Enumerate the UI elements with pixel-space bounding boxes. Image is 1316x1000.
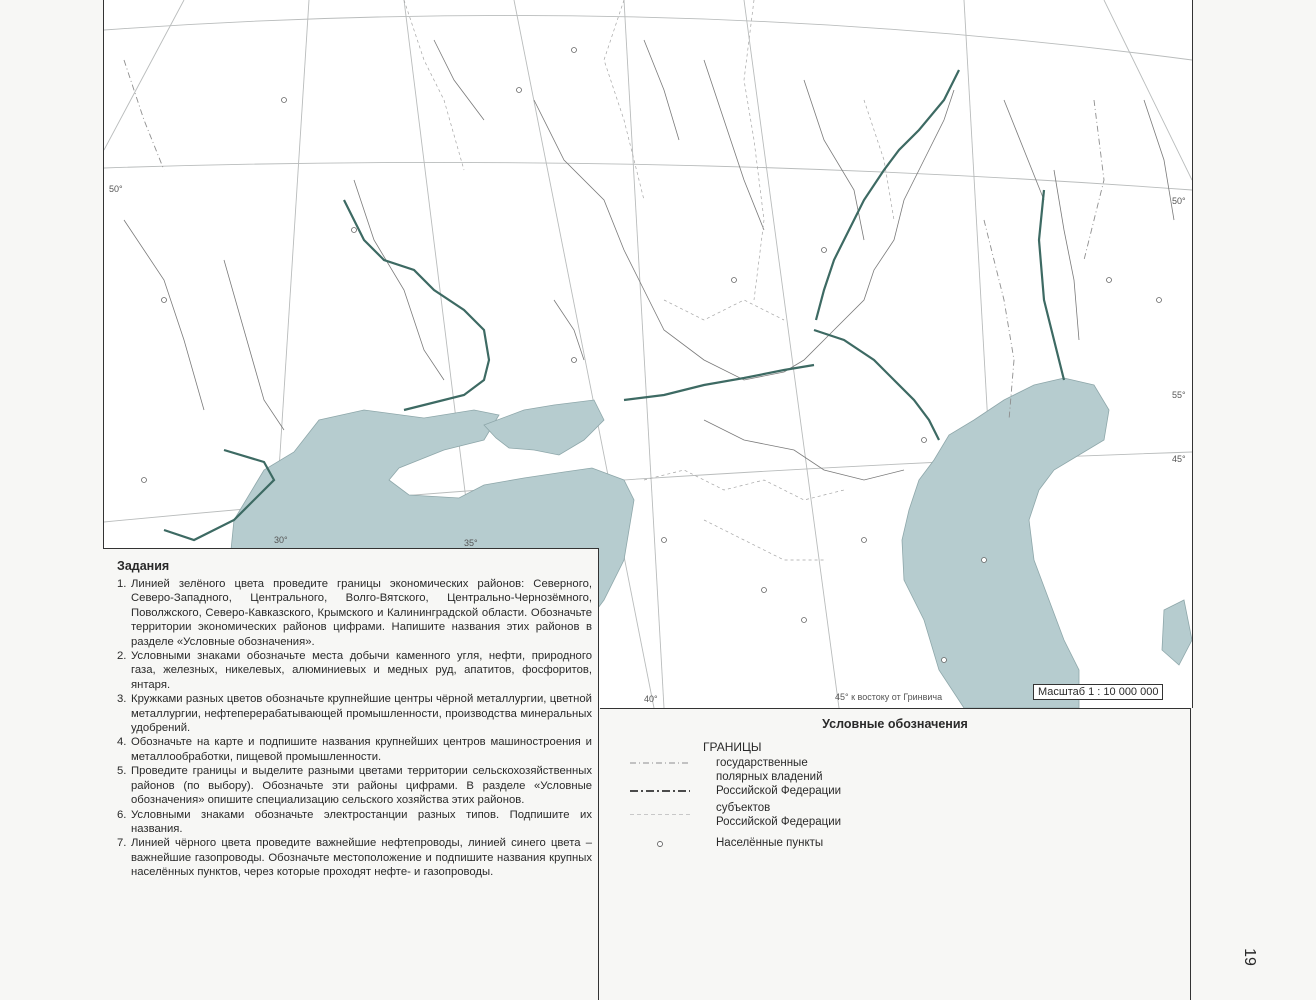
settlement-symbol: [630, 836, 690, 850]
task-item: 5. Проведите границы и выделите разными цветами территории сельскохозяйственных районов (по выбору). Обозначьте эти районы цифрами. В разделе «Условные обозначения» опишите специализацию сельского хозяйства этих районов.: [117, 765, 592, 807]
legend-title: Условные обозначения: [822, 717, 968, 731]
legend-borders-heading: ГРАНИЦЫ: [703, 740, 762, 754]
rf-border-symbol: [630, 784, 690, 798]
lat-label-45-east: 45°: [1172, 454, 1186, 464]
don-river: [624, 250, 784, 380]
boundary-line-volga: [816, 70, 959, 320]
kara-bogaz-sea: [1162, 600, 1192, 665]
task-item: 1. Линией зелёного цвета проведите границы экономических районов: Северного, Северо-Западного, Центрального, Волго-Вятского, Центрально-Чернозёмного, Поволжского, Северо-Кавказского, Крымского и Калининградской области. Обозначьте территории экономических районов цифрами. Напишите названия этих районов в разделе «Условные обозначения».: [117, 578, 592, 648]
tasks-list: [117, 577, 592, 880]
volga-river: [784, 90, 954, 372]
legend-row-state-border: [630, 756, 823, 784]
meridian-note: 45° к востоку от Гринвича: [835, 692, 943, 702]
tasks-title: Задания: [117, 559, 170, 573]
legend-label: государственные: [716, 757, 808, 769]
lat-label-50-west: 50°: [109, 184, 123, 194]
legend-label: Российской Федерации: [716, 816, 842, 828]
lon-label-30: 30°: [274, 535, 288, 545]
legend-row-settlements: [630, 836, 823, 850]
legend-row-subject-border: [630, 801, 841, 829]
lon-label-40: 40°: [644, 694, 658, 704]
boundary-line-west: [344, 200, 489, 410]
task-item: 3. Кружками разных цветов обозначьте крупнейшие центры чёрной металлургии, цветной металлургии, нефтеперерабатывающей промышленности, производства минеральных удобрений.: [117, 693, 592, 735]
boundary-line-east: [1039, 190, 1064, 380]
page-number: 19: [1240, 948, 1258, 966]
legend-label: полярных владений: [716, 771, 823, 783]
boundary-line-caspian: [814, 330, 939, 440]
task-item: 6. Условными знаками обозначьте электростанции разных типов. Подпишите их названия.: [117, 808, 592, 835]
legend-panel: [600, 708, 1191, 1000]
state-border-symbol: [630, 756, 690, 770]
boundary-line-south: [624, 365, 814, 400]
lat-label-55-east: 55°: [1172, 390, 1186, 400]
subject-border-symbol: [630, 801, 690, 815]
tasks-panel: [103, 548, 599, 1000]
legend-label: субъектов: [716, 802, 771, 814]
lon-label-35: 35°: [464, 538, 478, 548]
lat-label-50-east: 50°: [1172, 196, 1186, 206]
legend-row-rf-border: [630, 784, 841, 798]
task-item: 4. Обозначьте на карте и подпишите названия крупнейших центров машиностроения и металлообработки, пищевой промышленности.: [117, 736, 592, 763]
task-item: 7. Линией чёрного цвета проведите важнейшие нефтепроводы, линией синего цвета – важнейшие газопроводы. Обозначьте местоположение и подпишите названия крупных населённых пунктов, через которые проходят нефте- и газопроводы.: [117, 837, 592, 879]
legend-label: Российской Федерации: [716, 785, 842, 797]
legend-label: Населённые пункты: [716, 837, 824, 849]
scale-label: Масштаб 1 : 10 000 000: [1033, 684, 1163, 700]
task-item: 2. Условными знаками обозначьте места добычи каменного угля, нефти, природного газа, железных, никелевых, алюминиевых и медных руд, апатитов, фосфоритов, янтаря.: [117, 650, 592, 691]
sea-of-azov: [484, 400, 604, 455]
